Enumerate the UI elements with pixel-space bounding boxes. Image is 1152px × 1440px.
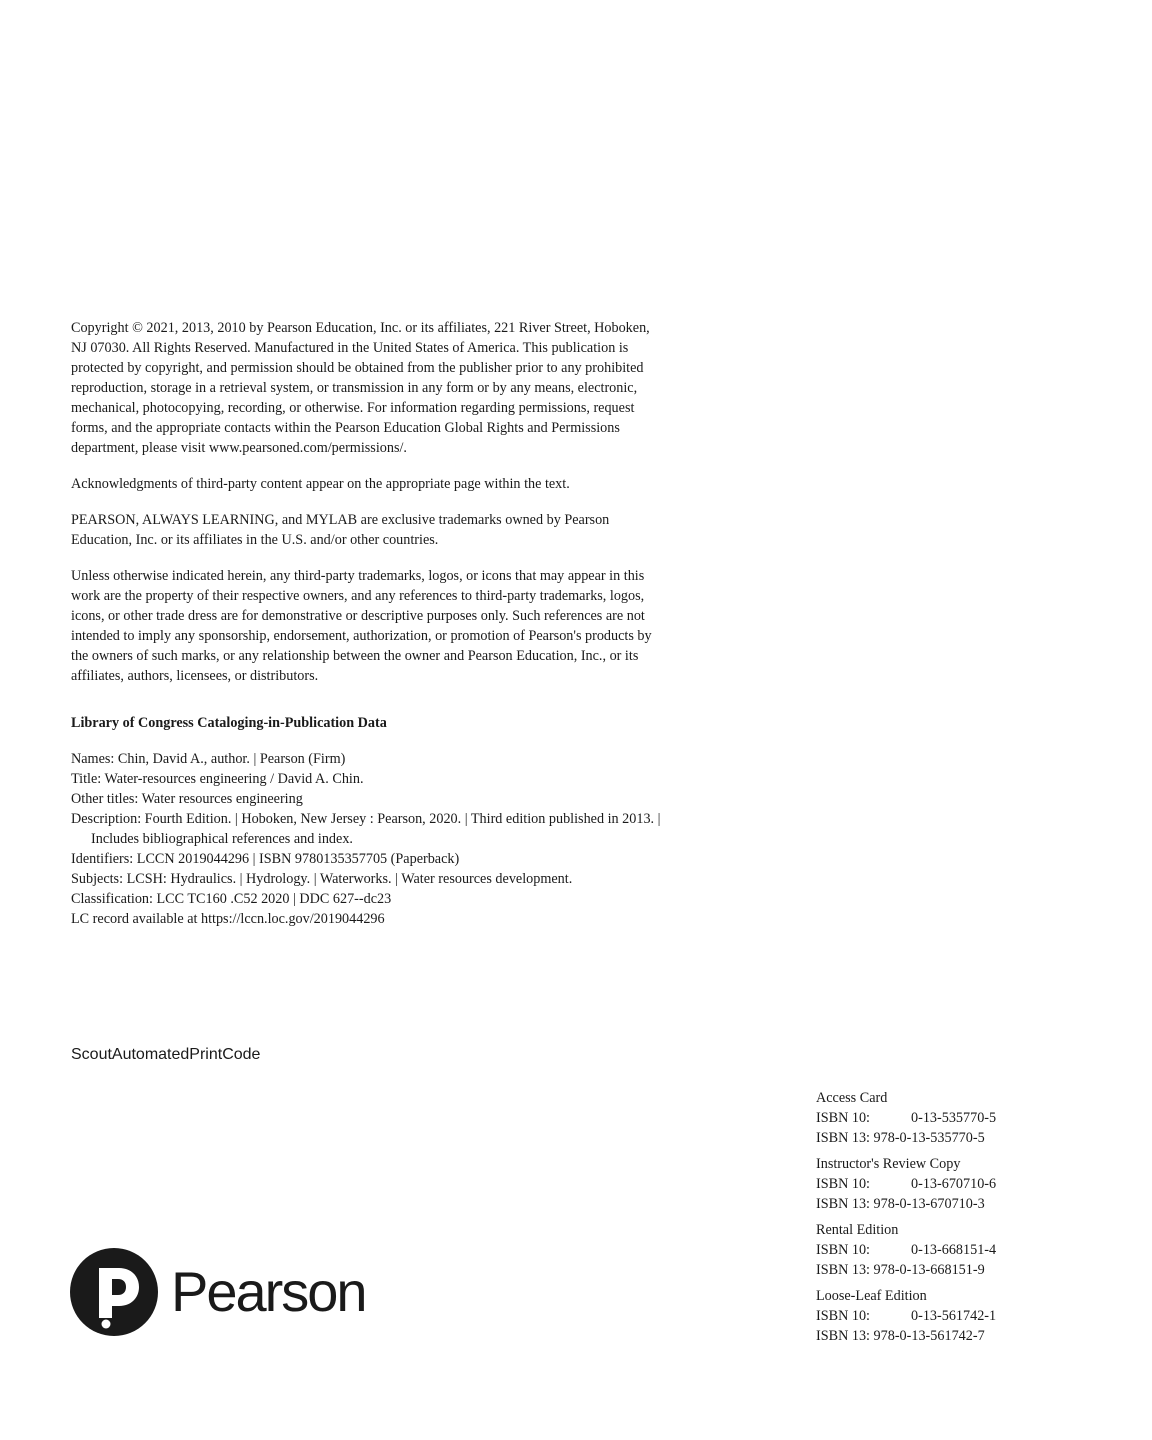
isbn-10-label: ISBN 10: — [816, 1242, 870, 1258]
isbn-10-value: 0-13-670710-6 — [911, 1176, 997, 1192]
third-party-line: the owners of such marks, or any relationship between the owner and Pearson Education, Inc., or its — [71, 648, 639, 664]
isbn-panel — [816, 1088, 1056, 1352]
isbn-group-title: Rental Edition — [816, 1222, 899, 1238]
copyright-line: NJ 07030. All Rights Reserved. Manufactured in the United States of America. This publication is — [71, 340, 629, 356]
pearson-p-logo-icon — [69, 1246, 159, 1338]
isbn-10-label: ISBN 10: — [816, 1110, 870, 1126]
isbn-10-row — [816, 1174, 1056, 1194]
cip-classification: Classification: LCC TC160 .C52 2020 | DDC 627--dc23 — [71, 891, 392, 907]
isbn-group-instructors-review-copy — [816, 1154, 1056, 1214]
isbn-10-row — [816, 1108, 1056, 1128]
cip-heading: Library of Congress Cataloging-in-Publication Data — [71, 715, 387, 731]
copyright-line: mechanical, photocopying, recording, or otherwise. For information regarding permissions, request — [71, 400, 635, 416]
cip-data — [71, 749, 751, 929]
copyright-line: protected by copyright, and permission should be obtained from the publisher prior to any prohibited — [71, 360, 644, 376]
isbn-13-value: 978-0-13-561742-7 — [873, 1328, 985, 1344]
isbn-10-row — [816, 1240, 1056, 1260]
isbn-13-value: 978-0-13-535770-5 — [873, 1130, 985, 1146]
isbn-13-row — [816, 1128, 1056, 1148]
acknowledgments-text: Acknowledgments of third-party content appear on the appropriate page within the text. — [71, 476, 570, 492]
isbn-group-access-card — [816, 1088, 1056, 1148]
trademarks-notice — [71, 510, 751, 550]
cip-title: Title: Water-resources engineering / David A. Chin. — [71, 771, 364, 787]
third-party-line: affiliates, authors, licensees, or distributors. — [71, 668, 319, 684]
pearson-wordmark: Pearson — [171, 1260, 366, 1323]
isbn-13-label: ISBN 13: — [816, 1262, 870, 1278]
isbn-group-loose-leaf-edition — [816, 1286, 1056, 1346]
third-party-line: Unless otherwise indicated herein, any third-party trademarks, logos, or icons that may appear in this — [71, 568, 645, 584]
third-party-line: intended to imply any sponsorship, endorsement, authorization, or promotion of Pearson's products by — [71, 628, 652, 644]
cip-subjects: Subjects: LCSH: Hydraulics. | Hydrology. | Waterworks. | Water resources development. — [71, 871, 573, 887]
isbn-13-row — [816, 1326, 1056, 1346]
copyright-line: reproduction, storage in a retrieval system, or transmission in any form or by any means, electronic, — [71, 380, 638, 396]
isbn-13-label: ISBN 13: — [816, 1130, 870, 1146]
pearson-logo — [69, 1246, 389, 1346]
isbn-group-title: Instructor's Review Copy — [816, 1156, 961, 1172]
isbn-13-label: ISBN 13: — [816, 1328, 870, 1344]
isbn-10-row — [816, 1306, 1056, 1326]
cip-identifiers: Identifiers: LCCN 2019044296 | ISBN 9780135357705 (Paperback) — [71, 851, 460, 867]
cip-description: Description: Fourth Edition. | Hoboken, New Jersey : Pearson, 2020. | Third edition published in 2013. | — [71, 811, 661, 827]
copyright-notice — [71, 318, 751, 458]
isbn-10-label: ISBN 10: — [816, 1176, 870, 1192]
isbn-group-title: Loose-Leaf Edition — [816, 1288, 927, 1304]
cip-lc-record: LC record available at https://lccn.loc.gov/2019044296 — [71, 911, 385, 927]
isbn-13-value: 978-0-13-668151-9 — [873, 1262, 985, 1278]
cip-names: Names: Chin, David A., author. | Pearson (Firm) — [71, 751, 346, 767]
print-code: ScoutAutomatedPrintCode — [71, 1046, 261, 1063]
isbn-13-row — [816, 1194, 1056, 1214]
trademarks-line: PEARSON, ALWAYS LEARNING, and MYLAB are exclusive trademarks owned by Pearson — [71, 512, 610, 528]
copyright-line: forms, and the appropriate contacts within the Pearson Education Global Rights and Permissions — [71, 420, 620, 436]
isbn-10-value: 0-13-535770-5 — [911, 1110, 997, 1126]
trademarks-line: Education, Inc. or its affiliates in the U.S. and/or other countries. — [71, 532, 439, 548]
isbn-group-title: Access Card — [816, 1090, 888, 1106]
isbn-13-value: 978-0-13-670710-3 — [873, 1196, 985, 1212]
isbn-10-value: 0-13-561742-1 — [911, 1308, 997, 1324]
cip-description-continued: Includes bibliographical references and index. — [91, 831, 353, 847]
copyright-line: Copyright © 2021, 2013, 2010 by Pearson Education, Inc. or its affiliates, 221 River Street, Hoboken, — [71, 320, 650, 336]
copyright-line: department, please visit www.pearsoned.com/permissions/. — [71, 440, 407, 456]
isbn-10-label: ISBN 10: — [816, 1308, 870, 1324]
isbn-10-value: 0-13-668151-4 — [911, 1242, 997, 1258]
third-party-line: work are the property of their respective owners, and any references to third-party trademarks, logos, — [71, 588, 645, 604]
third-party-line: icons, or other trade dress are for demonstrative or descriptive purposes only. Such references are not — [71, 608, 645, 624]
third-party-notice — [71, 566, 751, 686]
isbn-13-row — [816, 1260, 1056, 1280]
isbn-13-label: ISBN 13: — [816, 1196, 870, 1212]
cip-other-titles: Other titles: Water resources engineering — [71, 791, 303, 807]
isbn-group-rental-edition — [816, 1220, 1056, 1280]
acknowledgments-notice — [71, 474, 751, 494]
